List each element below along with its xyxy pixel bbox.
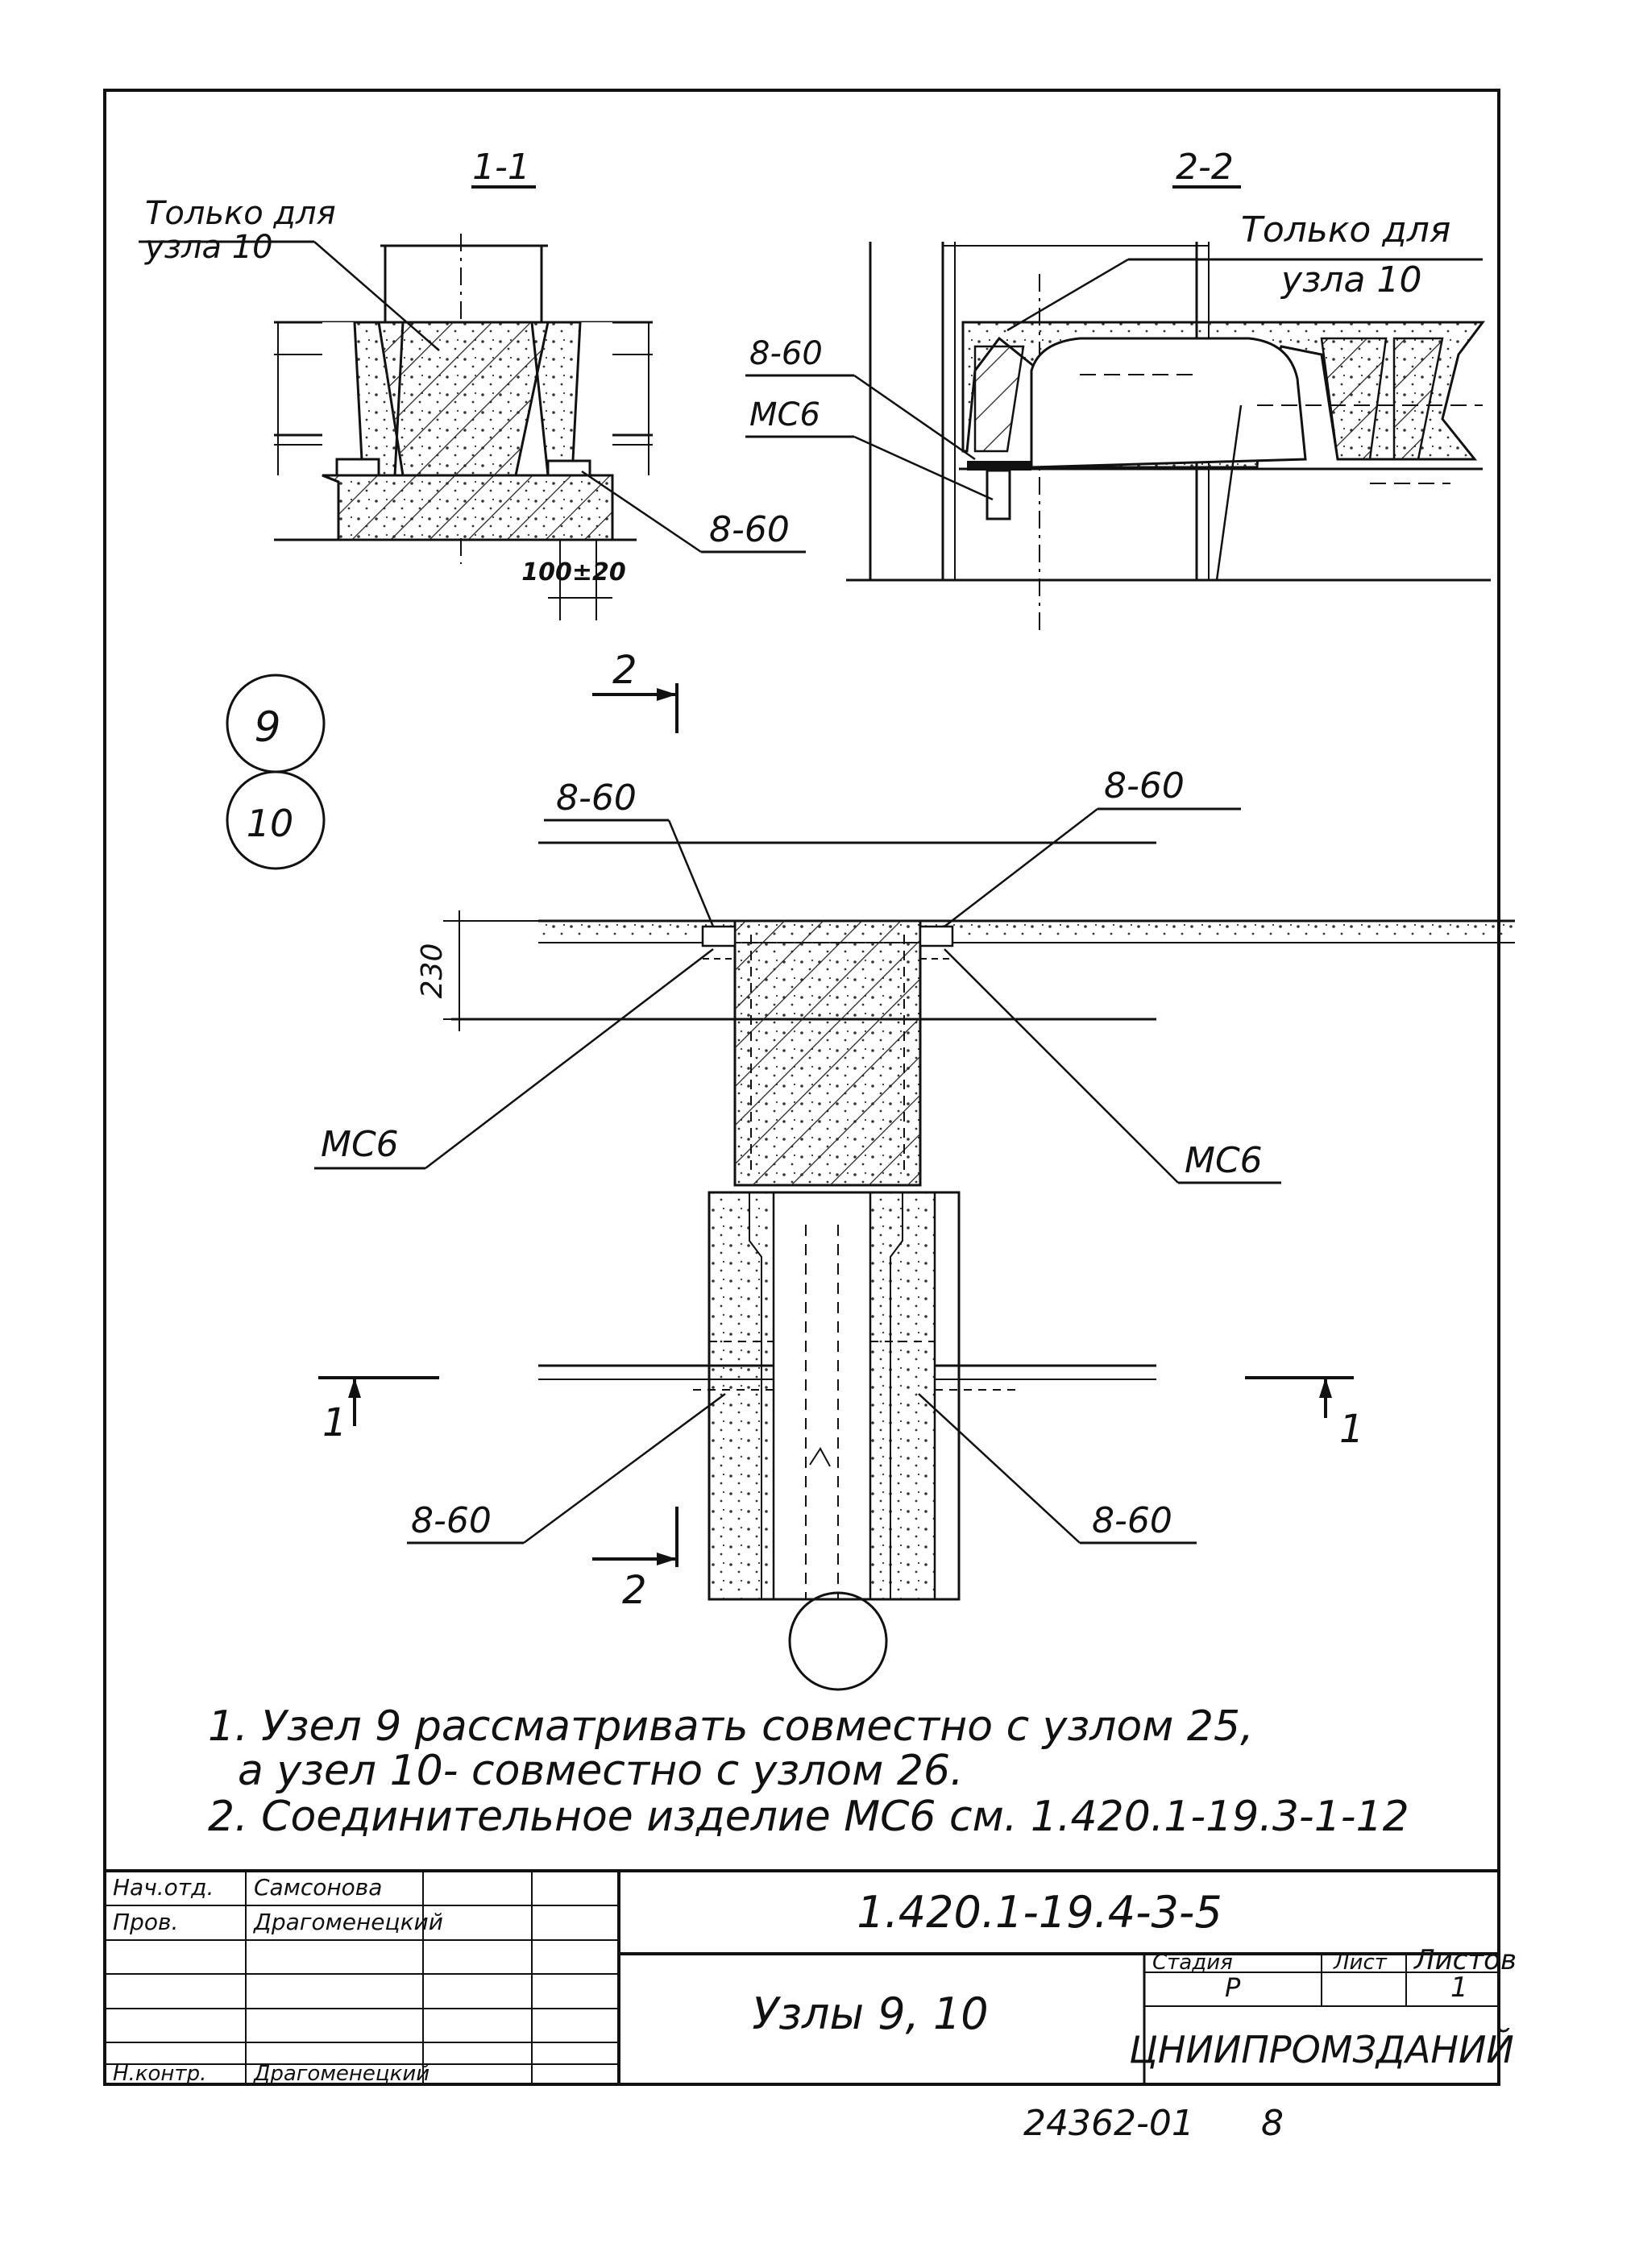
plan-part-label-right: МС6 [1185, 1140, 1263, 1181]
section-2-2-part-label: МС6 [749, 396, 820, 433]
plan-rod-label-bottom-left: 8-60 [411, 1500, 492, 1541]
title-block-last-role: Н.контр. [113, 2062, 207, 2086]
note-line-2: а узел 10- совместно с узлом 26. [238, 1747, 964, 1795]
section-2-2-note-line1: Только для [1241, 209, 1451, 251]
title-block-row1-name: Самсонова [254, 1874, 383, 1901]
organization-name: ЦНИИПРОМЗДАНИЙ [1129, 2028, 1514, 2071]
footer-code: 24362-01 [1023, 2103, 1194, 2144]
section-1-1-rod-label: 8-60 [709, 509, 790, 550]
sheet-title: Узлы 9, 10 [752, 1988, 989, 2039]
section-1-1-title: 1-1 [472, 147, 530, 188]
footer-number: 8 [1261, 2103, 1284, 2144]
empty-node-marker [790, 1593, 886, 1690]
title-block-last-name: Драгоменецкий [254, 2062, 430, 2086]
cut-2-top-label: 2 [612, 648, 637, 693]
document-designation: 1.420.1-19.4-3-5 [857, 1887, 1222, 1938]
plan-rod-label-top-right: 8-60 [1104, 765, 1185, 806]
title-block-row2-role: Пров. [113, 1909, 179, 1935]
section-2-2-note-line2: узла 10 [1281, 259, 1422, 301]
node-label-9: 9 [254, 703, 281, 752]
footer [1023, 2103, 1284, 2144]
stage-value: Р [1225, 1972, 1241, 2003]
plan-rod-label-bottom-right: 8-60 [1092, 1500, 1172, 1541]
stage-header: Стадия [1152, 1951, 1233, 1975]
section-1-1 [139, 147, 806, 620]
title-block [105, 1871, 1517, 2086]
note-line-3: 2. Соединительное изделие МС6 см. 1.420.1-19.3-1-12 [208, 1793, 1409, 1841]
plan-view [227, 648, 1515, 1690]
section-2-2 [745, 147, 1491, 636]
plan-dimension-230: 230 [416, 943, 449, 999]
cut-1-right-label: 1 [1339, 1407, 1364, 1452]
plan-rod-label-top-left: 8-60 [556, 777, 637, 819]
section-2-2-rod-label: 8-60 [749, 335, 823, 372]
sheets-value: 1 [1450, 1972, 1468, 2004]
section-1-1-dimension: 100±20 [521, 558, 626, 587]
section-1-1-note-line1: Только для [145, 195, 336, 232]
cut-2-bottom-label: 2 [622, 1568, 647, 1613]
sheet-header: Лист [1334, 1951, 1387, 1975]
title-block-row2-name: Драгоменецкий [254, 1909, 443, 1935]
sheets-header: Листов [1414, 1944, 1517, 1976]
title-block-row1-role: Нач.отд. [113, 1874, 214, 1901]
cut-1-left-label: 1 [322, 1400, 347, 1445]
node-label-10: 10 [246, 802, 294, 845]
plan-part-label-left: МС6 [321, 1124, 399, 1165]
notes [208, 1702, 1409, 1841]
section-1-1-note-line2: узла 10 [145, 229, 273, 266]
section-2-2-title: 2-2 [1176, 147, 1234, 188]
note-line-1: 1. Узел 9 рассматривать совместно с узлом 25, [208, 1702, 1254, 1751]
